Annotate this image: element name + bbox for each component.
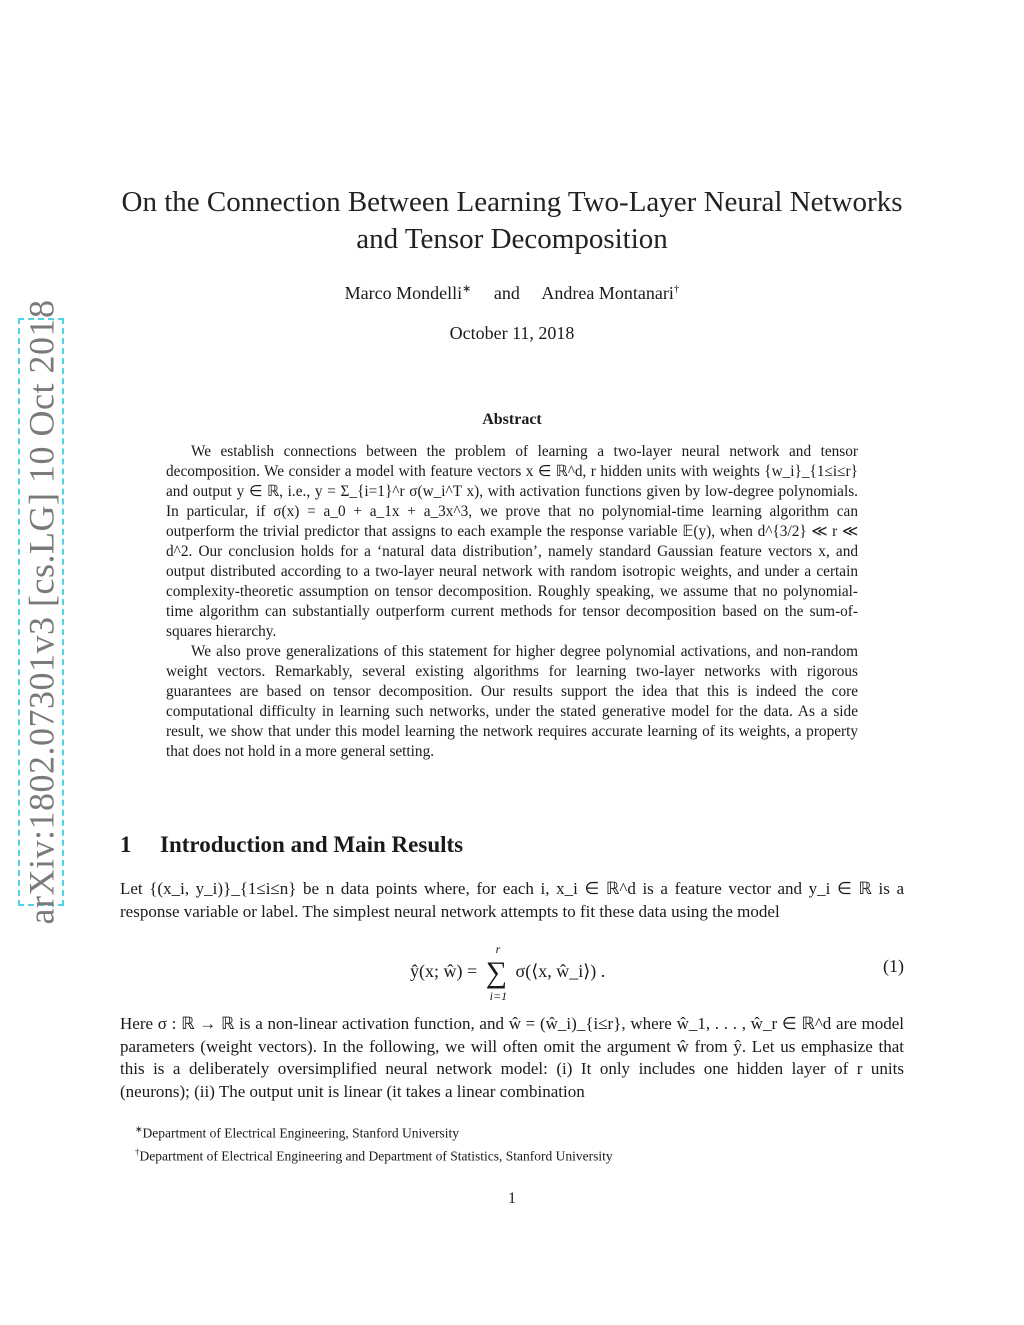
- paper-date: October 11, 2018: [449, 323, 575, 343]
- equation-rhs: σ(⟨x, ŵ_i⟩) .: [515, 961, 606, 982]
- equation-lhs: ŷ(x; ŵ) =: [410, 961, 478, 982]
- equation-1: [120, 940, 904, 1003]
- intro-paragraph-1-text: Let {(x_i, y_i)}_{1≤i≤n} be n data points where, for each i, x_i ∈ ℝ^d is a feature vector and y_i ∈ ℝ is a response variable or label. The simplest neural network attempts to fit these data using the model: [120, 879, 904, 921]
- footnotes: [135, 1120, 613, 1165]
- author-1-mark: ∗: [462, 283, 472, 295]
- author-2: Andrea Montanari: [541, 283, 674, 303]
- sum-lower-limit: i=1: [489, 989, 508, 1003]
- arxiv-id: arXiv:1802.07301v3 [cs.LG] 10 Oct 2018: [21, 299, 61, 925]
- abstract-body: [166, 442, 858, 762]
- author-line: [120, 282, 904, 304]
- summation-symbol: ∑ r i=1: [485, 942, 508, 1003]
- sum-upper-limit: r: [495, 942, 501, 956]
- footnote-2: [135, 1143, 613, 1166]
- author-1: Marco Mondelli: [344, 283, 463, 303]
- intro-paragraph-2-text: Here σ : ℝ → ℝ is a non-linear activation function, and ŵ = (ŵ_i)_{i≤r}, where ŵ_1, . . . , ŵ_r ∈ ℝ^d are model parameters (weight vectors). In the following, we will often omit the argument ŵ from ŷ. Let us emphasize that this is a deliberately oversimplified neural network model: (i) It only includes one hidden layer of r units (neurons); (ii) The output unit is linear (it takes a linear combination: [120, 1014, 904, 1101]
- intro-paragraph-1: [120, 878, 904, 923]
- footnote-1-mark: ∗: [135, 1124, 143, 1134]
- intro-paragraph-2: [120, 1013, 904, 1103]
- author-2-mark: †: [673, 283, 680, 295]
- equation-body: [410, 942, 606, 1003]
- section-heading: [120, 832, 463, 858]
- author-separator: and: [493, 283, 520, 303]
- equation-number: (1): [883, 956, 904, 976]
- abstract-paragraph-1: We establish connections between the problem of learning a two-layer neural network and tensor decomposition. We consider a model with feature vectors x ∈ ℝ^d, r hidden units with weights {w_i}_{1≤i≤r} and output y ∈ ℝ, i.e., y = Σ_{i=1}^r σ(w_i^T x), with activation functions given by low-degree polynomials. In particular, if σ(x) = a_0 + a_1x + a_3x^3, we prove that no polynomial-time learning algorithm can outperform the trivial predictor that assigns to each example the response variable 𝔼(y), when d^{3/2} ≪ r ≪ d^2. Our conclusion holds for a ‘natural data distribution’, namely standard Gaussian feature vectors x, and output distributed according to a two-layer neural network with random isotropic weights, and under a certain complexity-theoretic assumption on tensor decomposition. Roughly speaking, we assume that no polynomial-time algorithm can substantially outperform current methods for tensor decomposition based on the sum-of-squares hierarchy.: [166, 443, 858, 640]
- footnote-1-text: Department of Electrical Engineering, Stanford University: [142, 1125, 459, 1141]
- footnote-1: [135, 1120, 613, 1143]
- abstract-heading: Abstract: [482, 411, 542, 428]
- paper-title: On the Connection Between Learning Two-Layer Neural Networks and Tensor Decomposition: [121, 186, 903, 255]
- section-title: Introduction and Main Results: [160, 832, 464, 857]
- page-number: 1: [508, 1190, 516, 1207]
- footnote-2-text: Department of Electrical Engineering and Department of Statistics, Stanford University: [139, 1148, 613, 1163]
- arxiv-stamp: [18, 299, 64, 925]
- abstract-paragraph-2: We also prove generalizations of this statement for higher degree polynomial activations, and non-random weight vectors. Remarkably, several existing algorithms for learning two-layer networks with rigorous guarantees are based on tensor decomposition. Our results support the idea that this is indeed the core computational difficulty in learning such networks, under the stated generative model for the data. As a side result, we show that under this model learning the network requires accurate learning of its weights, a property that does not hold in a more general setting.: [166, 643, 858, 760]
- section-number: 1: [120, 832, 132, 857]
- footnote-2-mark: †: [135, 1146, 140, 1157]
